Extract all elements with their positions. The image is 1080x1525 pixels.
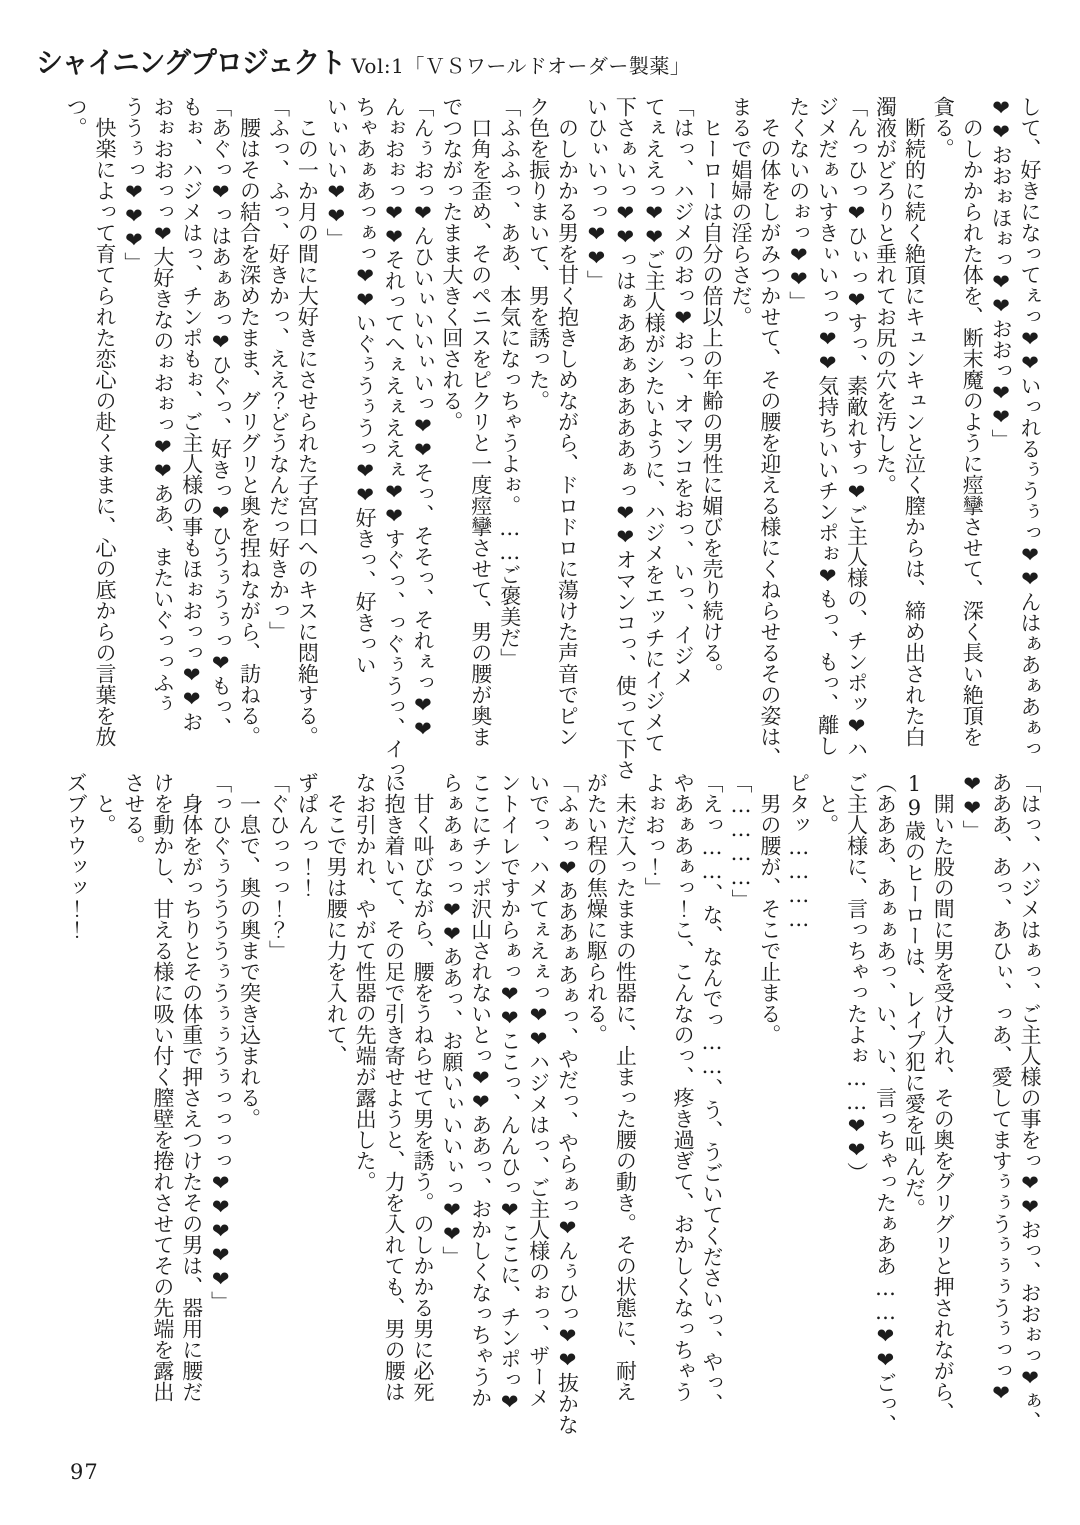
text-column: 「ぐひっっっ！？」: [266, 772, 291, 961]
text-column: させる。: [121, 772, 146, 856]
text-column: らぁあぁっっ❤❤ああっ、お願いぃいいぃっ❤❤」: [439, 772, 464, 1267]
text-column: ピタッ…………: [786, 772, 811, 931]
text-column: 「んぅおっ❤んひいぃいいぃいっ❤❤そっ、そそっ、それぇっ❤❤: [410, 96, 435, 741]
text-column: 「ふふふっ、ああ、本気になっちゃうよぉ。……ご褒美だ」: [497, 96, 522, 669]
text-column: いでっ、ハメてぇえぇっ❤❤ハジメはっ、ご主人様のぉっ、ザーメ: [526, 772, 551, 1408]
text-column: ク色を振りまいて、男を誘った。: [526, 96, 551, 411]
text-column: おぉおおっっ❤大好きなのぉおぉっ❤❤ああ、またいぐっっふぅ: [150, 96, 175, 714]
volume-subtitle: Vol:1「ＶＳワールドオーダー製薬」: [351, 54, 691, 78]
text-column: けを動かし、甘える様に吸い付く膣壁を捲れさせてその先端を露出: [150, 772, 175, 1402]
text-column: ジメだぁいすきぃいっっ❤❤気持ちいいチンポぉ❤もっ、もっ、離し: [815, 96, 840, 756]
text-column: ううぅっ❤❤❤」: [121, 96, 146, 273]
text-column: 口角を歪め、そのペニスをピクリと一度痙攣させて、男の腰が奥ま: [468, 96, 493, 747]
text-column: に抱き着いて、その足で引き寄せようと、力を入れても、男の腰は: [382, 772, 407, 1402]
text-column: ❤❤おおぉほぉっ❤❤おおっ❤❤」: [989, 96, 1014, 450]
text-column: ヒーローは自分の倍以上の年齢の男性に媚びを売り続ける。: [700, 96, 725, 684]
text-column: たくないのぉっ❤❤」: [786, 96, 811, 312]
text-column: つ。: [64, 96, 89, 138]
text-column: 「はっ、ハジメのおっ❤おっ、オマンコをおっ、いっ、イジメ: [671, 96, 696, 687]
text-column: いひぃいっっ❤❤」: [584, 96, 609, 291]
text-column: 「っひぐぅううううぅうぅぅうぅっっっっ❤❤❤❤❤」: [208, 772, 233, 1312]
text-column: てぇええっ❤❤ご主人様がシたいように、ハジメをエッチにイジメて: [642, 96, 667, 753]
text-column: なお引かれ、やがて性器の先端が露出した。: [353, 772, 378, 1192]
text-column: 「あぐっ❤っはあぁあっ❤ひぐっ、好きっ❤ひうぅうぅっ❤もっ、: [208, 96, 233, 738]
text-column: 一息で、奥の奥まで突き込まれる。: [237, 772, 262, 1129]
text-column: んぉおぉっ❤❤それってへぇえぇええぇ❤❤すぐっ、っぐぅうっ、イっ、: [382, 96, 407, 801]
text-column: ご主人様に、言っちゃったよぉ……❤❤）: [844, 772, 869, 1183]
text-column: 「んっひっ❤ひぃっ❤すっ、素敵れすっ❤ご主人様の、チンポッ❤ハ: [844, 96, 869, 759]
text-column: 「ふっ、ふっ、好きかっ、ええ？どうなんだっ好きかっ」: [266, 96, 291, 642]
text-column: まるで娼婦の淫らさだ。: [728, 96, 753, 327]
series-logo: シャイニングプロジェクト: [36, 46, 346, 80]
text-column: のしかかられた体を、断末魔のように痙攣させて、深く長い絶頂を: [960, 96, 985, 747]
text-column: ちゃあぁあっぁっ❤❤いぐぅうぅうっ❤❤好きっ、好きっい: [353, 96, 378, 675]
text-column: 開いた股の間に男を受け入れ、その奥をグリグリと押されながら、: [931, 772, 956, 1423]
text-column: のしかかる男を甘く抱きしめながら、ドロドロに蕩けた声音でピン: [555, 96, 580, 747]
text-column: ントイレですからぁっ❤❤ここっ、んんひっ❤ここに、チンポっ❤: [497, 772, 522, 1414]
text-column: して、好きになってぇっ❤❤いっれるぅうぅっ❤❤んはぁあぁあぁっ: [1018, 96, 1042, 759]
story-text-top-section: [60, 96, 1044, 801]
text-column: やあぁあぁっ！こ、こんなのっ、疼き過ぎて、おかしくなっちゃう: [671, 772, 696, 1402]
text-column: 男の腰が、そこで止まる。: [757, 772, 782, 1045]
text-column: 未だ入ったままの性器に、止まった腰の動き。その状態に、耐え: [613, 772, 638, 1402]
text-column: 19歳のヒーローは、レイプ犯に愛を叫んだ。: [902, 772, 927, 1219]
text-column: でつながったまま大きく回される。: [439, 96, 464, 432]
text-column: 断続的に続く絶頂にキュンキュンと泣く膣からは、締め出された白: [902, 96, 927, 747]
text-column: （あああ、あぁぁあっ、い、い、言っちゃったぁああ……❤❤ごっ、: [873, 772, 898, 1435]
text-column: 腰はその結合を深めたまま、グリグリと奥を捏ねながら、訪ねる。: [237, 96, 262, 747]
text-column: 「えっ……、な、なんでっ……、う、うごいてくださいっ、やっ、: [700, 772, 725, 1414]
text-column: 甘く叫びながら、腰をうねらせて男を誘う。のしかかる男に必死: [410, 772, 435, 1402]
text-column: いぃいい❤❤」: [324, 96, 349, 249]
text-column: もぉ、ハジメはっ、チンポもぉ、ご主人様の事もほぉおっっ❤❤お: [179, 96, 204, 732]
text-column: ❤❤」: [960, 772, 985, 841]
page-number: 97: [70, 1460, 99, 1484]
text-column: その体をしがみつかせて、その腰を迎える様にくねらせるその姿は、: [757, 96, 782, 768]
page-header: [36, 42, 690, 81]
text-column: 下さぁいっ❤❤っはぁああぁああああぁっ❤❤オマンコっ、使って下さ: [613, 96, 638, 780]
text-column: と。: [815, 772, 840, 835]
text-column: がたい程の焦燥に駆られる。: [584, 772, 609, 1045]
text-column: ズブウウッッ！！: [64, 772, 89, 940]
text-column: 快楽によって育てられた恋心の赴くままに、心の底からの言葉を放: [93, 96, 117, 747]
text-column: と。: [93, 772, 117, 835]
text-column: 「はっ、ハジメはぁっ、ご主人様の事をっ❤❤おっ、おおぉっ❤ぁ、: [1018, 772, 1042, 1432]
text-column: この一か月の間に大好きにさせられた子宮口へのキスに悶絶する。: [295, 96, 320, 747]
text-column: よぉおっ！」: [642, 772, 667, 898]
text-column: 濁液がどろりと垂れてお尻の穴を汚した。: [873, 96, 898, 495]
text-column: 身体をがっちりとその体重で押さえつけたその男は、器用に腰だ: [179, 772, 204, 1402]
text-column: 貪る。: [931, 96, 956, 159]
text-column: 「ふぁっ❤あああぁあぁっ、やだっ、やらぁっ❤んぅひっ❤❤抜かな: [555, 772, 580, 1435]
text-column: そこで男は腰に力を入れて、: [324, 772, 349, 1066]
text-column: ずぱんっ！！: [295, 772, 320, 898]
text-column: ここにチンポ沢山されないとっ❤❤ああっ、おかしくなっちゃうか: [468, 772, 493, 1408]
text-column: あああ、あっ、あひぃ、っあ、愛してますぅぅうぅぅぅうぅっっ❤: [989, 772, 1014, 1405]
text-column: 「…………」: [728, 772, 753, 910]
story-text-bottom-section: [60, 772, 1044, 1474]
